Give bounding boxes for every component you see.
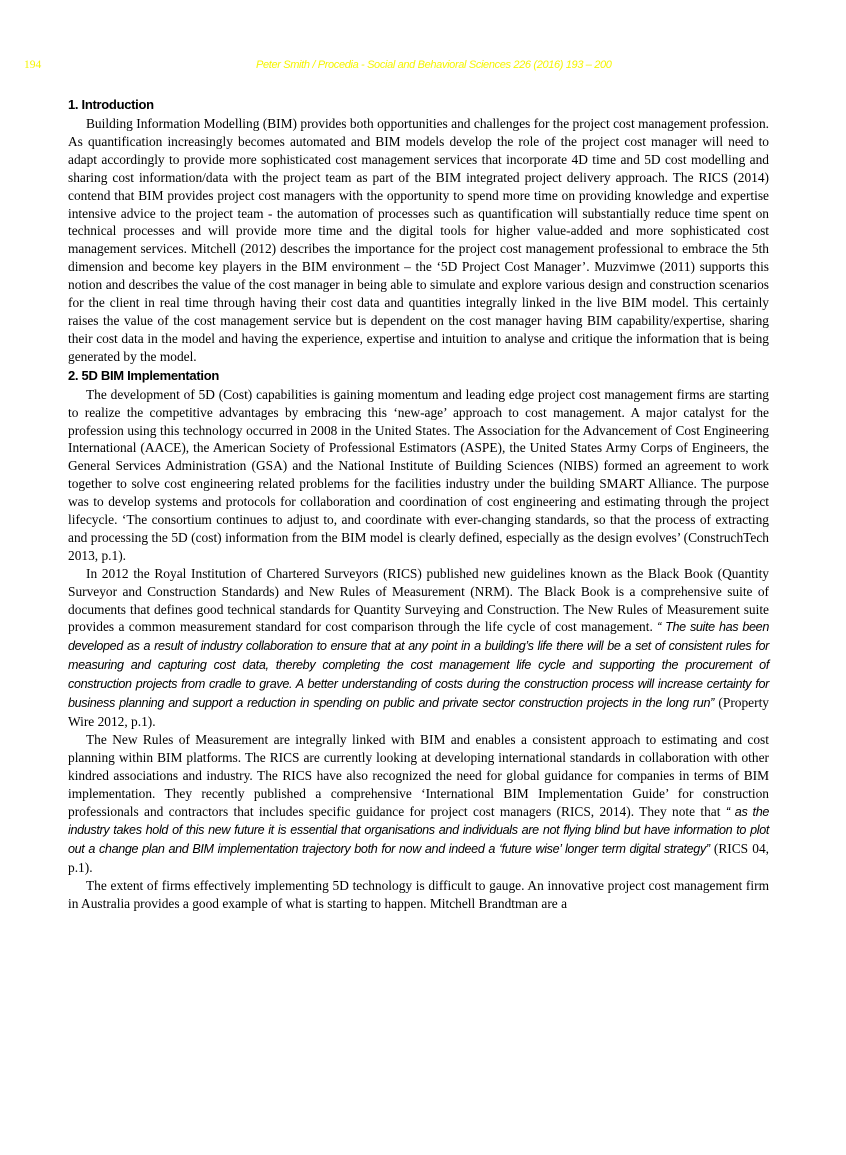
paragraph: The development of 5D (Cost) capabilities is gaining momentum and leading edge project cost management firms are starting to realize the competitive advantages by embracing this ‘new-age’ approach to cost management. A major catalyst for the profession using this technology occurred in 2008 in the United States. The Association for the Advancement of Cost Engineering International (AACE), the American Society of Professional Estimators (ASPE), the United States Army Corps of Engineers, the General Services Administration (GSA) and the National Institute of Building Sciences (NIBS) formed an agreement to work together to solve cost engineering related problems for the facilities industry under the building SMART Alliance. The purpose was to develop systems and protocols for collaboration and coordination of cost engineering and estimating through the project lifecycle. ‘The consortium continues to adjust to, and coordinate with ever-changing standards, so that the process of extracting and processing the 5D (cost) information from the BIM model is clearly defined, especially as the design evolves’ (ConstruchTech 2013, p.1). (68, 386, 769, 563)
citation: (RICS 04, p.1). (68, 841, 769, 876)
section-introduction (68, 95, 769, 366)
block-quote-rics: “ as the industry takes hold of this new future it is essential that organisations and individuals are not flying blind but have information to plot out a change plan and BIM implementation trajectory both for now and indeed a ‘future wise’ longer term digital strategy” (68, 804, 770, 857)
paragraph-with-quote (68, 731, 769, 877)
page-number: 194 (24, 59, 42, 71)
paragraph-text: The New Rules of Measurement are integrally linked with BIM and enables a consistent approach to estimating and cost planning within BIM platforms. The RICS are currently looking at developing international standards in collaboration with other kindred associations and industry. The RICS have also recognized the need for global guidance for companies in terms of BIM implementation. They recently published a comprehensive ‘International BIM Implementation Guide’ for construction professionals and contractors that includes specific guidance for project cost managers (RICS, 2014). They note that (68, 731, 769, 819)
paragraph-text: In 2012 the Royal Institution of Chartered Surveyors (RICS) published new guidelines known as the Black Book (Quantity Surveyor and Construction Standards) and New Rules of Measurement (NRM). The Black Book is a comprehensive suite of documents that defines good technical standards for Quantity Surveying and Construction. The New Rules of Measurement suite provides a common measurement standard for cost comparison through the life cycle of cost management. (68, 565, 769, 635)
paragraph: Building Information Modelling (BIM) provides both opportunities and challenges for the project cost management profession. As quantification increasingly becomes automated and BIM models develop the role of the project cost manager will need to adapt accordingly to provide more sophisticated cost management services that incorporate 4D time and 5D cost modelling and sharing cost information/data with the project team as part of the BIM integrated project delivery approach. The RICS (2014) contend that BIM provides project cost managers with the opportunity to spend more time on providing knowledge and expertise intensive advice to the project team - the automation of processes such as quantification will substantially reduce time spent on technical processes and will provide more time and the digital tools for higher value-added and more sophisticated cost management services. Mitchell (2012) describes the importance for the project cost management professional to embrace the 5th dimension and become key players in the BIM environment – the ‘5D Project Cost Manager’. Muzvimwe (2011) supports this notion and describes the value of the cost manager in being able to simulate and explore various design and construction scenarios for the client in real time through having their cost data and quantities integrally linked in the live BIM model. This certainly raises the value of the cost management service but is dependent on the cost manager having BIM capability/expertise, sharing their cost data in the model and having the experience, expertise and intuition to analyse and critique the information that is being generated by the model. (68, 116, 769, 364)
paragraph-with-quote (68, 565, 769, 731)
page-header (0, 58, 846, 74)
paragraph: The extent of firms effectively implementing 5D technology is difficult to gauge. An innovative project cost management firm in Australia provides a good example of what is starting to happen. Mitchell Brandtman are a (68, 878, 769, 912)
citation: (Property Wire 2012, p.1). (68, 695, 769, 729)
block-quote-nrm: “ The suite has been developed as a result of industry collaboration to ensure that at any point in a building’s life there will be a set of consistent rules for measuring and capturing cost data, thereby completing the cost management life cycle and supporting the procurement of construction projects from cradle to grave. A better understanding of costs during the construction process will increase certainty for business planning and support a reduction in spending on public and private sector construction projects in the long run” (68, 620, 769, 711)
section-5d-bim-implementation (68, 366, 769, 913)
section-heading-5d-bim-implementation: 2. 5D BIM Implementation (68, 367, 219, 383)
article-body (68, 95, 769, 913)
section-heading-introduction: 1. Introduction (68, 97, 154, 112)
running-head: Peter Smith / Procedia - Social and Behavioral Sciences 226 (2016) 193 – 200 (256, 59, 612, 71)
